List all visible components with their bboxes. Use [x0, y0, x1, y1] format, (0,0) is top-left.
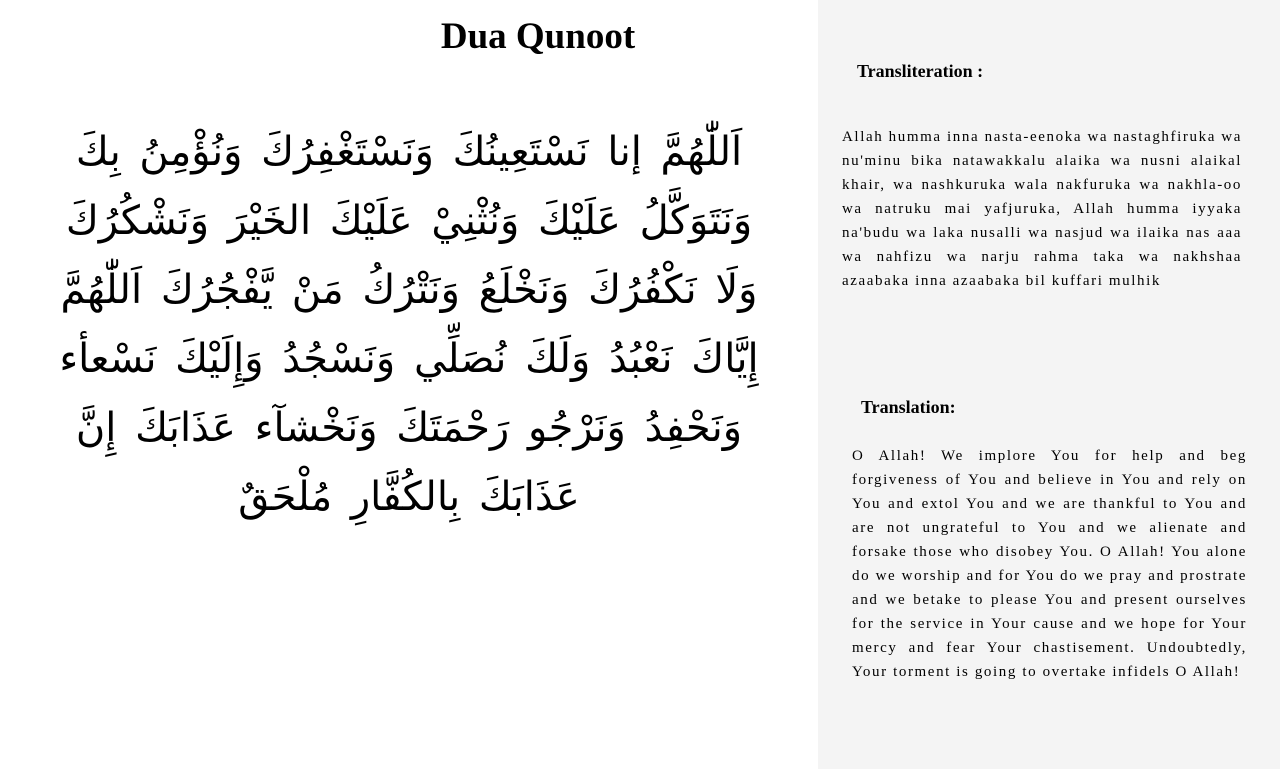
- translation-heading: Translation:: [861, 397, 956, 417]
- transliteration-text: Allah humma inna nasta-eenoka wa nastaghfiruka wa nu'minu bika natawakkalu alaika wa nusni alaikal khair, wa nashkuruka wala nakfuruka wa nakhla-oo wa natruku mai yafjuruka, Allah humma iyyaka na'budu wa laka nusalli wa nasjud wa ilaika nas aaa wa nahfizu wa narju rahma taka wa nakhshaa azaabaka inna azaabaka bil kuffari mulhik: [842, 129, 1242, 289]
- arabic-dua-text: اَللّٰهُمَّ إنا نَسْتَعِينُكَ وَنَسْتَغْفِرُكَ وَنُؤْمِنُ بِكَ وَنَتَوَكَّلُ عَلَيْكَ وَنُثْنِيْ عَلَيْكَ الخَيْرَ وَنَشْكُرُكَ وَلَا نَكْفُرُكَ وَنَخْلَعُ وَنَتْرُكُ مَنْ يَّفْجُرُكَ اَللّٰهُمَّ إِيَّاكَ نَعْبُدُ وَلَكَ نُصَلِّي وَنَسْجُدُ وَإِلَيْكَ نَسْعأء وَنَحْفِدُ وَنَرْجُو رَحْمَتَكَ وَنَخْشآء عَذَابَكَ إِنَّ عَذَابَكَ بِالكُفَّارِ مُلْحَقٌ: [59, 129, 759, 520]
- translation-text: O Allah! We implore You for help and beg forgiveness of You and believe in You and rely on You and extol You and we are thankful to You and are not ungrateful to You and we alienate and forsake those who disobey You. O Allah! You alone do we worship and for You do we pray and prostrate and we betake to please You and present ourselves for the service in Your cause and we hope for Your mercy and fear Your chastisement. Undoubtedly, Your torment is going to overtake infidels O Allah!: [852, 448, 1247, 680]
- page-title: Dua Qunoot: [440, 16, 636, 57]
- transliteration-heading: Transliteration :: [857, 61, 984, 81]
